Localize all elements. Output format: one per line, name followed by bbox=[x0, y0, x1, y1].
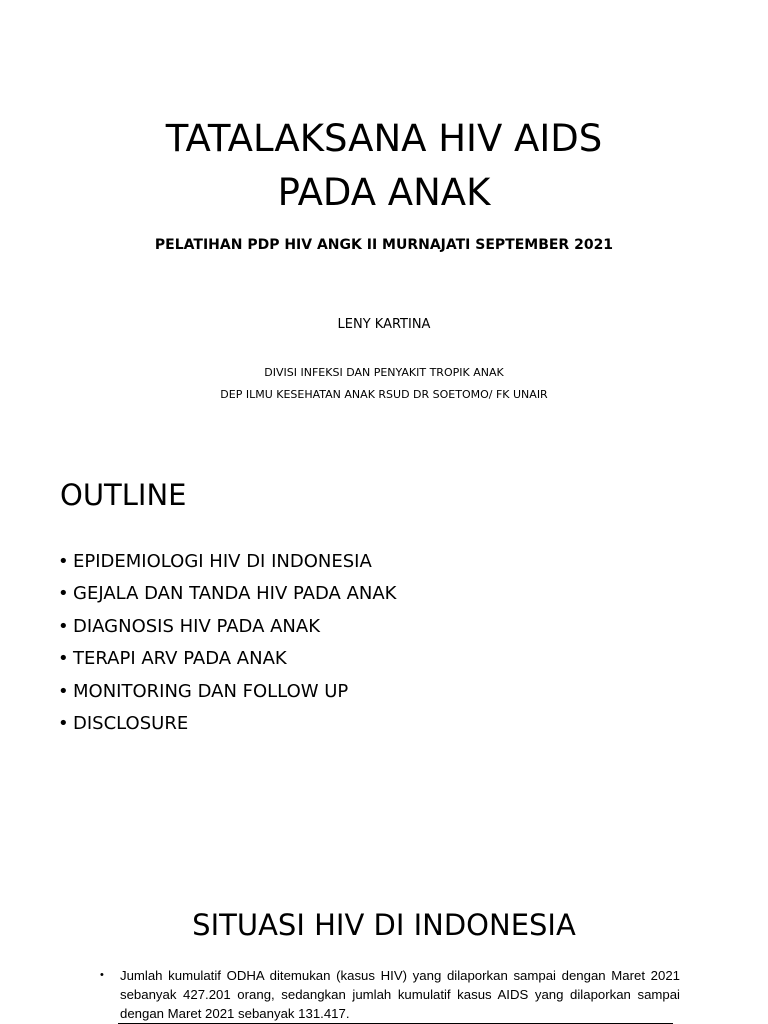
list-item-text: DISCLOSURE bbox=[73, 712, 189, 734]
list-item-text: DIAGNOSIS HIV PADA ANAK bbox=[73, 615, 320, 637]
list-item-text: TERAPI ARV PADA ANAK bbox=[73, 648, 287, 670]
situasi-paragraph-text: Jumlah kumulatif ODHA ditemukan (kasus HIV) yang dilaporkan sampai dengan Maret 2021 sebanyak 427.201 orang, sedangkan jumlah kumulatif kasus AIDS yang dilaporkan sampai dengan Maret 2021 sebanyak 131.417. bbox=[120, 968, 680, 1021]
situasi-slide bbox=[0, 860, 768, 1024]
list-item-text: EPIDEMIOLOGI HIV DI INDONESIA bbox=[73, 551, 372, 572]
outline-slide bbox=[0, 440, 768, 860]
situasi-paragraph bbox=[100, 966, 680, 1023]
list-item bbox=[58, 613, 396, 645]
bullet-icon: • bbox=[100, 969, 104, 981]
list-item bbox=[58, 645, 396, 677]
affiliation-line-1: DIVISI INFEKSI DAN PENYAKIT TROPIK ANAK bbox=[264, 366, 504, 379]
list-item bbox=[58, 710, 396, 742]
bullet-icon: • bbox=[58, 712, 69, 734]
list-item-text: GEJALA DAN TANDA HIV PADA ANAK bbox=[73, 583, 397, 605]
presentation-subtitle: PELATIHAN PDP HIV ANGK II MURNAJATI SEPTEMBER 2021 bbox=[154, 237, 614, 253]
author-name: LENY KARTINA bbox=[337, 317, 431, 332]
bullet-icon: • bbox=[58, 551, 69, 572]
bullet-icon: • bbox=[58, 615, 69, 637]
list-item bbox=[58, 548, 396, 580]
outline-list bbox=[58, 548, 396, 742]
title-slide bbox=[0, 0, 768, 440]
list-item bbox=[58, 678, 396, 710]
title-line-2: PADA ANAK bbox=[277, 171, 491, 214]
bullet-icon: • bbox=[58, 680, 69, 702]
presentation-title bbox=[0, 112, 768, 220]
bullet-icon: • bbox=[58, 583, 69, 605]
title-line-1: TATALAKSANA HIV AIDS bbox=[165, 117, 603, 160]
bullet-icon: • bbox=[58, 648, 69, 670]
list-item bbox=[58, 580, 396, 612]
list-item-text: MONITORING DAN FOLLOW UP bbox=[73, 680, 349, 702]
affiliation-line-2: DEP ILMU KESEHATAN ANAK RSUD DR SOETOMO/ FK UNAIR bbox=[220, 388, 548, 401]
situasi-title: SITUASI HIV DI INDONESIA bbox=[192, 908, 576, 942]
outline-title: OUTLINE bbox=[60, 478, 187, 512]
